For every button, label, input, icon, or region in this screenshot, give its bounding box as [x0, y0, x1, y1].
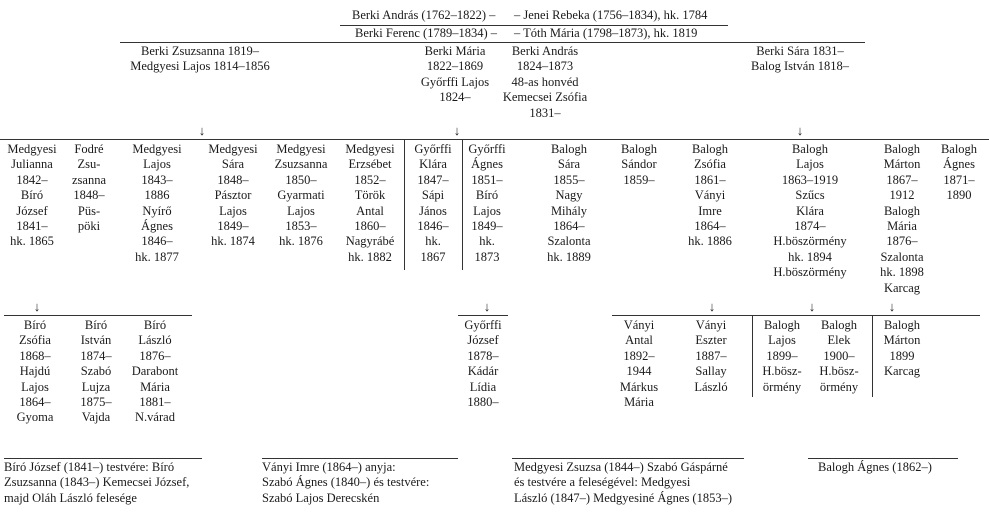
text-line: 1847– — [417, 172, 449, 187]
top-line2-left: Berki Ferenc (1789–1834) – — [355, 26, 497, 40]
text-line: 1850– — [285, 172, 317, 187]
text-line: 1824– — [439, 90, 471, 105]
text-line: 1863–1919 — [781, 172, 839, 187]
text-line: Nyírő — [142, 203, 172, 218]
text-line: Szabó Lajos Derecskén — [262, 490, 380, 505]
text-line: Bíró — [84, 318, 108, 332]
text-line: Lajos — [21, 379, 49, 394]
text-line: Medgyesi — [132, 142, 182, 156]
gen2-berki-andras — [500, 44, 590, 121]
text-line: Zsuzsanna (1843–) Kemecsei József, — [4, 475, 190, 490]
text-line: Hajdú — [19, 364, 51, 379]
text-line: pöki — [77, 218, 101, 233]
gen4-biro-laszlo — [122, 318, 188, 426]
text-line: Püs- — [77, 203, 101, 218]
text-line: 1868– — [19, 348, 51, 363]
gen4-biro-zsofia — [4, 318, 66, 426]
text-line: Lajos — [287, 203, 315, 218]
text-line: Balogh — [940, 142, 978, 156]
text-line: Szalonta — [547, 234, 591, 249]
text-line: Berki Mária — [424, 44, 486, 58]
gen3-gyorffi-agnes — [462, 142, 512, 265]
text-line: 1900– — [823, 348, 855, 363]
text-line: Kádár — [467, 364, 499, 379]
text-line: 1890 — [946, 188, 972, 203]
text-line: Fodré — [74, 142, 104, 156]
text-line: Nagy — [555, 188, 583, 203]
text-line: 1867 — [420, 249, 446, 264]
text-line: Berki András — [511, 44, 579, 58]
gen4-rule-mid — [458, 315, 508, 316]
text-line: Medgyesi — [7, 142, 57, 156]
gen4-gyorffi-jozsef — [458, 318, 508, 410]
footnote-balogh — [818, 460, 932, 475]
text-line: hk. 1865 — [10, 234, 54, 249]
text-line: Sallay — [695, 364, 727, 379]
text-line: 1849– — [217, 218, 249, 233]
top-line2-right: – Tóth Mária (1798–1873), hk. 1819 — [514, 26, 698, 40]
text-line: 1848– — [73, 188, 105, 203]
text-line: hk. 1886 — [688, 234, 732, 249]
text-line: 1899– — [766, 348, 798, 363]
text-line: Ványi — [695, 318, 727, 332]
down-arrow-icon: ↓ — [33, 299, 41, 314]
text-line: 1881– — [139, 394, 171, 409]
text-line: Antal — [625, 333, 653, 348]
text-line: Sándor — [621, 157, 657, 172]
down-arrow-icon: ↓ — [808, 299, 816, 314]
text-line: 1864– — [19, 394, 51, 409]
text-line: H.böszörmény — [773, 265, 847, 280]
gen3-medgyesi-erzsebet — [336, 142, 404, 265]
text-line: Eszter — [695, 333, 727, 348]
gen4-vanyi-antal — [608, 318, 670, 410]
text-line: János — [419, 203, 447, 218]
text-line: Ágnes — [943, 157, 975, 172]
text-line: 1867– — [886, 172, 918, 187]
text-line: Balogh — [620, 142, 658, 156]
text-line: Balogh — [883, 142, 921, 156]
foot-rule-3 — [512, 458, 744, 459]
text-line: Győrffi — [414, 142, 452, 156]
text-line: 1842– — [16, 172, 48, 187]
text-line: Ágnes — [471, 157, 503, 172]
text-line: és testvére a feleségével: Medgyesi — [514, 475, 691, 490]
text-line: Márton — [883, 333, 921, 348]
text-line: Török — [354, 188, 386, 203]
text-line: 1873 — [474, 249, 500, 264]
text-line: Balogh — [763, 318, 801, 332]
text-line: 1852– — [354, 172, 386, 187]
text-line: Márton — [883, 157, 921, 172]
text-line: 1886 — [144, 188, 170, 203]
text-line: Karcag — [883, 364, 921, 379]
text-line: Berki Sára 1831– — [756, 44, 844, 58]
text-line: Győrffi — [468, 142, 506, 156]
text-line: 1824–1873 — [516, 59, 574, 74]
text-line: 1899 — [889, 348, 915, 363]
text-line: Ványi — [623, 318, 655, 332]
text-line: 48-as honvéd — [511, 74, 579, 89]
text-line: László — [694, 379, 728, 394]
text-line: Mihály — [550, 203, 588, 218]
text-line: Balogh Ágnes (1862–) — [818, 460, 932, 474]
text-line: Szabó — [80, 364, 112, 379]
gen3-balogh-marton — [870, 142, 934, 296]
gen4-divider-1 — [752, 315, 753, 397]
text-line: 1871– — [943, 172, 975, 187]
text-line: hk. 1898 — [880, 265, 924, 280]
gen4-rule-left — [4, 315, 192, 316]
text-line: 1841– — [16, 218, 48, 233]
text-line: Nagyrábé — [345, 234, 395, 249]
text-line: örmény — [819, 379, 859, 394]
text-line: Erzsébet — [348, 157, 392, 172]
foot-rule-1 — [4, 458, 202, 459]
text-line: hk. 1882 — [348, 249, 392, 264]
text-line: Balogh — [820, 318, 858, 332]
text-line: hk. 1874 — [211, 234, 255, 249]
gen3-balogh-zsofia — [674, 142, 746, 250]
text-line: Imre — [698, 203, 722, 218]
text-line: Zsuzsanna — [274, 157, 328, 172]
text-line: Mária — [624, 394, 654, 409]
gen3-balogh-agnes — [934, 142, 984, 204]
text-line: Elek — [827, 333, 851, 348]
text-line: Balogh — [883, 318, 921, 332]
gen3-medgyesi-zsuzsanna — [266, 142, 336, 250]
text-line: Sára — [557, 157, 581, 172]
text-line: Balogh — [550, 142, 588, 156]
text-line: 1822–1869 — [426, 59, 484, 74]
text-line: Márkus — [619, 379, 659, 394]
text-line: Medgyesi — [208, 142, 258, 156]
text-line: Kemecsei Zsófia — [502, 90, 588, 105]
text-line: 1843– — [141, 172, 173, 187]
text-line: hk. 1876 — [279, 234, 323, 249]
gen4-balogh-lajos — [754, 318, 810, 395]
foot-rule-4 — [808, 458, 958, 459]
text-line: 1861– — [694, 172, 726, 187]
text-line: Lajos — [796, 157, 824, 172]
text-line: Ványi Imre (1864–) anyja: — [262, 460, 396, 474]
down-arrow-icon: ↓ — [708, 299, 716, 314]
text-line: Mária — [140, 379, 170, 394]
text-line: László (1847–) Medgyesiné Ágnes (1853–) — [514, 490, 733, 505]
text-line: Ványi — [694, 188, 726, 203]
text-line: Julianna — [11, 157, 53, 172]
gen3-medgyesi-julianna — [0, 142, 64, 250]
text-line: 1864– — [694, 218, 726, 233]
text-line: H.bösz- — [819, 364, 859, 379]
text-line: H.böszörmény — [773, 234, 847, 249]
down-arrow-icon: ↓ — [453, 123, 461, 138]
text-line: Balog István 1818– — [751, 59, 849, 74]
text-line: Lajos — [473, 203, 501, 218]
down-arrow-icon: ↓ — [483, 299, 491, 314]
text-line: Gyarmati — [277, 188, 325, 203]
down-arrow-icon: ↓ — [198, 123, 206, 138]
text-line: Gyoma — [16, 410, 54, 425]
gen3-fodre-zsuzsanna — [64, 142, 114, 234]
text-line: Sára — [221, 157, 245, 172]
top-rule-2 — [120, 42, 865, 43]
text-line: 1864– — [553, 218, 585, 233]
text-line: 1875– — [80, 394, 112, 409]
text-line: zsanna — [71, 172, 106, 187]
text-line: Sápi — [421, 188, 445, 203]
text-line: Zsu- — [77, 157, 101, 172]
text-line: Antal — [356, 203, 384, 218]
text-line: Győrffi Lajos — [420, 74, 490, 89]
text-line: Szabó Ágnes (1840–) és testvére: — [262, 475, 430, 490]
gen3-balogh-lajos — [750, 142, 870, 281]
text-line: Berki Zsuzsanna 1819– — [140, 44, 260, 58]
text-line: Medgyesi — [345, 142, 395, 156]
text-line: 1859– — [623, 172, 655, 187]
text-line: 1855– — [553, 172, 585, 187]
text-line: 1831– — [529, 105, 561, 120]
gen3-balogh-sandor — [606, 142, 672, 188]
gen3-gyorffi-klara — [404, 142, 462, 265]
text-line: 1848– — [217, 172, 249, 187]
text-line: Bíró — [143, 318, 167, 332]
gen4-balogh-elek — [810, 318, 868, 395]
text-line: Medgyesi Zsuzsa (1844–) Szabó Gáspárné — [514, 460, 728, 474]
text-line: 1846– — [417, 218, 449, 233]
text-line: 1878– — [467, 348, 499, 363]
text-line: hk. 1877 — [135, 249, 179, 264]
gen3-medgyesi-lajos — [114, 142, 200, 265]
text-line: Zsófia — [19, 333, 51, 348]
text-line: Ágnes — [141, 218, 173, 233]
text-line: Bíró — [475, 188, 499, 203]
gen3-balogh-sara — [534, 142, 604, 265]
text-line: hk. 1889 — [547, 249, 591, 264]
text-line: örmény — [762, 379, 802, 394]
text-line: 1880– — [467, 394, 499, 409]
text-line: Bíró — [23, 318, 47, 332]
footnote-biro — [4, 460, 189, 506]
footnote-vanyi — [262, 460, 429, 506]
text-line: Balogh — [691, 142, 729, 156]
text-line: Darabont — [131, 364, 179, 379]
text-line: Medgyesi Lajos 1814–1856 — [130, 59, 270, 74]
text-line: 1849– — [471, 218, 503, 233]
text-line: H.bösz- — [762, 364, 802, 379]
text-line: Mária — [887, 218, 917, 233]
text-line: Medgyesi — [276, 142, 326, 156]
text-line: Lajos — [219, 203, 247, 218]
text-line: Lajos — [768, 333, 796, 348]
text-line: Bíró József (1841–) testvére: Bíró — [4, 460, 175, 474]
text-line: hk. — [425, 234, 441, 249]
text-line: József — [467, 333, 499, 348]
top-line1-left: Berki András (1762–1822) – — [352, 8, 496, 22]
text-line: Balogh — [883, 203, 921, 218]
text-line: Zsófia — [694, 157, 726, 172]
text-line: N.várad — [135, 410, 175, 425]
gen3-rule — [0, 139, 989, 140]
text-line: hk. — [479, 234, 495, 249]
gen4-rule-right — [612, 315, 980, 316]
gen4-vanyi-eszter — [680, 318, 742, 395]
text-line: 1860– — [354, 218, 386, 233]
top-line1-right: – Jenei Rebeka (1756–1834), hk. 1784 — [514, 8, 708, 22]
text-line: Lídia — [469, 379, 497, 394]
down-arrow-icon: ↓ — [796, 123, 804, 138]
text-line: 1876– — [886, 234, 918, 249]
text-line: Szűcs — [795, 188, 825, 203]
text-line: 1846– — [141, 234, 173, 249]
text-line: 1876– — [139, 348, 171, 363]
down-arrow-icon: ↓ — [888, 299, 896, 314]
text-line: 1887– — [695, 348, 727, 363]
text-line: Lajos — [143, 157, 171, 172]
text-line: 1874– — [794, 218, 826, 233]
text-line: hk. 1894 — [788, 249, 832, 264]
foot-rule-2 — [262, 458, 458, 459]
text-line: Lujza — [81, 379, 111, 394]
footnote-medgyesi — [514, 460, 732, 506]
gen4-balogh-marton — [872, 318, 932, 380]
text-line: 1874– — [80, 348, 112, 363]
text-line: Karcag — [883, 280, 921, 295]
text-line: László — [138, 333, 172, 348]
text-line: 1912 — [889, 188, 915, 203]
text-line: Vajda — [81, 410, 111, 425]
gen4-biro-istvan — [66, 318, 126, 426]
gen3-medgyesi-sara — [200, 142, 266, 250]
text-line: majd Oláh László felesége — [4, 490, 137, 505]
gen2-berki-maria — [410, 44, 500, 106]
gen2-berki-zsuzsanna — [120, 44, 280, 75]
text-line: István — [80, 333, 112, 348]
gen2-berki-sara — [730, 44, 870, 75]
text-line: József — [16, 203, 48, 218]
text-line: Klára — [796, 203, 824, 218]
text-line: 1892– — [623, 348, 655, 363]
text-line: Győrffi — [464, 318, 502, 332]
text-line: Bíró — [20, 188, 44, 203]
text-line: 1851– — [471, 172, 503, 187]
text-line: Szalonta — [880, 249, 924, 264]
text-line: Pásztor — [214, 188, 252, 203]
text-line: Balogh — [791, 142, 829, 156]
text-line: 1944 — [626, 364, 652, 379]
text-line: 1853– — [285, 218, 317, 233]
text-line: Klára — [419, 157, 447, 172]
